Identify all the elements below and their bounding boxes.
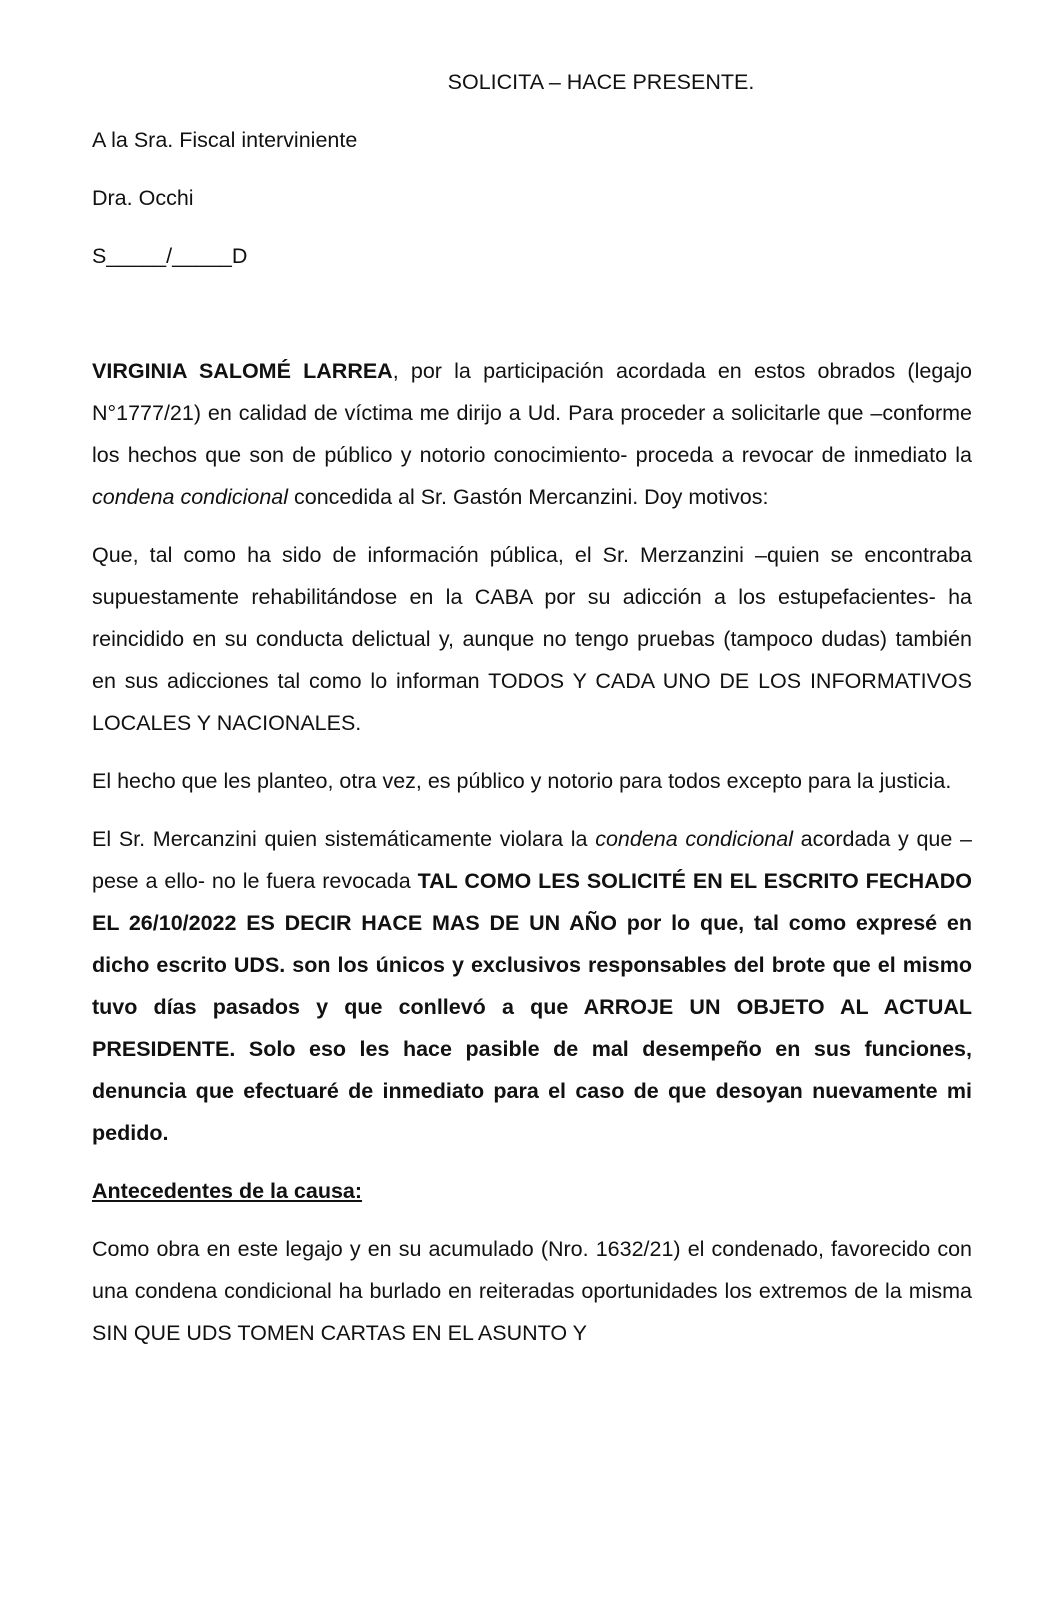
paragraph-4-bold: TAL COMO LES SOLICITÉ EN EL ESCRITO FECHADO EL 26/10/2022 ES DECIR HACE MAS DE UN AÑO por lo que, tal como expresé en dicho escrito UDS. son los únicos y exclusivos responsables del brote que el mismo tuvo días pasados y que conllevó a que ARROJE UN OBJETO AL ACTUAL PRESIDENTE. Solo eso les hace pasible de mal desempeño en sus funciones, denuncia que efectuaré de inmediato para el caso de que desoyan nuevamente mi pedido. — [92, 869, 972, 1145]
paragraph-1-italic: condena condicional — [92, 485, 289, 509]
claimant-name: VIRGINIA SALOMÉ LARREA — [92, 359, 393, 383]
paragraph-1-text-b: concedida al Sr. Gastón Mercanzini. Doy motivos: — [288, 485, 769, 509]
paragraph-4-text-a: El Sr. Mercanzini quien sistemáticamente violara la — [92, 827, 596, 851]
document-title: SOLICITA – HACE PRESENTE. — [447, 70, 755, 94]
paragraph-3: El hecho que les planteo, otra vez, es público y notorio para todos excepto para la justicia. — [92, 769, 952, 793]
addressee-line-2: Dra. Occhi — [92, 186, 194, 210]
paragraph-4-text-b: acordada y que –pese a ello- no le fuera revocada — [92, 827, 972, 893]
paragraph-2: Que, tal como ha sido de información pública, el Sr. Merzanzini –quien se encontraba supuestamente rehabilitándose en la CABA por su adicción a los estupefacientes- ha reincidido en su conducta delictual y, aunque no tengo pruebas (tampoco dudas) también en sus adicciones tal como lo informan TODOS Y CADA UNO DE LOS INFORMATIVOS LOCALES Y NACIONALES. — [92, 543, 972, 735]
document-body — [92, 350, 972, 1370]
paragraph-1-text-a: , por la participación acordada en estos obrados (legajo N°1777/21) en calidad de víctima me dirijo a Ud. Para proceder a solicitarle que –conforme los hechos que son de público y notorio conocimiento- proceda a revocar de inmediato la — [92, 359, 972, 467]
addressee-line-3: S_____/_____D — [92, 244, 248, 268]
paragraph-1 — [92, 350, 972, 518]
paragraph-5: Como obra en este legajo y en su acumulado (Nro. 1632/21) el condenado, favorecido con una condena condicional ha burlado en reiteradas oportunidades los extremos de la misma SIN QUE UDS TOMEN CARTAS EN EL ASUNTO Y — [92, 1237, 972, 1345]
addressee-line-1: A la Sra. Fiscal interviniente — [92, 128, 358, 152]
paragraph-4-italic: condena condicional — [595, 827, 793, 851]
section-heading: Antecedentes de la causa: — [92, 1179, 363, 1203]
paragraph-4 — [92, 818, 972, 1154]
